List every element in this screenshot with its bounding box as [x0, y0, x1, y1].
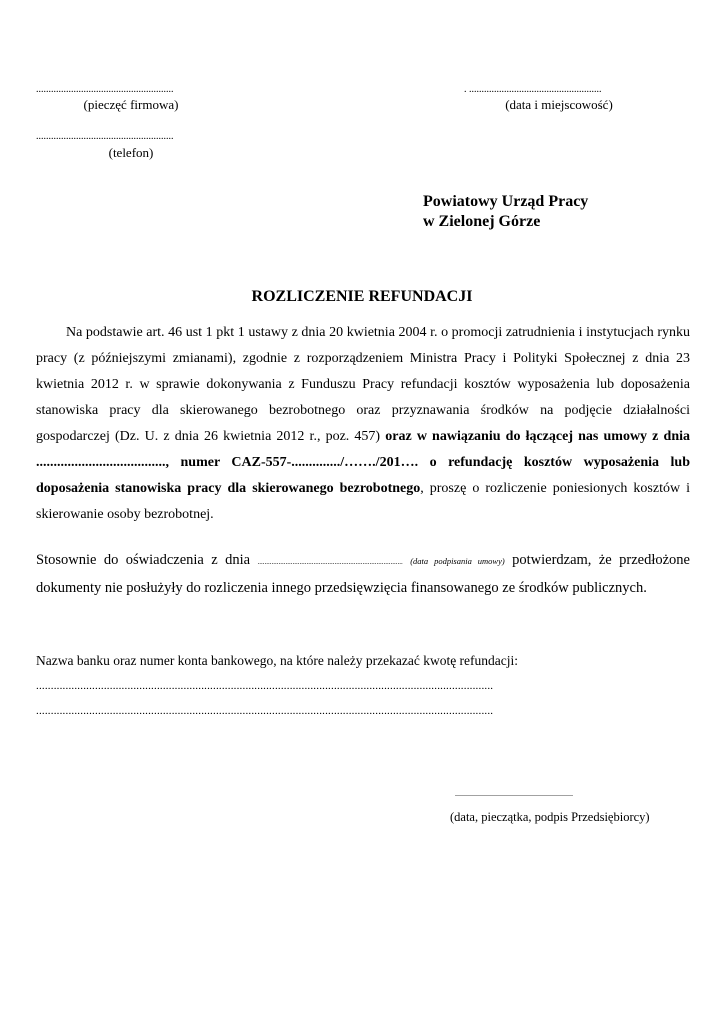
paragraph-legal-basis: Na podstawie art. 46 ust 1 pkt 1 ustawy z dnia 20 kwietnia 2004 r. o promocji zatrudnienia i instytucjach rynku pracy (z późniejszymi zmianami), zgodnie z rozporządzeniem Ministra Pracy i Polityki Społecznej z dnia 23 kwietnia 2012 r. w sprawie dokonywania z Funduszu Pracy refundacji kosztów wyposażenia lub doposażenia stanowiska pracy dla skierowanego bezrobotnego oraz przyznawania środków na podjęcie działalności gospodarczej (Dz. U. z dnia 26 kwietnia 2012 r., poz. 457): [36, 325, 690, 444]
recipient-line-2: w Zielonej Górze: [423, 213, 541, 230]
phone-label: (telefon): [108, 145, 154, 160]
document-title: ROZLICZENIE REFUNDACJI: [251, 288, 473, 305]
statement-paragraph: [36, 547, 690, 601]
statement-date-hint: (data podpisania umowy): [410, 556, 505, 566]
stamp-dots: .......................................................: [36, 84, 174, 95]
recipient-line-1: Powiatowy Urząd Pracy: [423, 193, 589, 210]
statement-start: Stosownie do oświadczenia z dnia: [36, 552, 251, 568]
signature-label: (data, pieczątka, podpis Przedsiębiorcy): [450, 810, 650, 824]
paragraph-request: , proszę o rozliczenie poniesionych kosztów i skierowanie osoby bezrobotnej.: [36, 481, 690, 522]
bank-line-1: ...........................................................................................................................................................: [36, 680, 494, 692]
statement-date-dots: ...................................................................................: [257, 558, 403, 566]
signature-dots: ...........................................................: [455, 789, 573, 798]
phone-dots: .......................................................: [36, 131, 174, 142]
date-place-label: (data i miejscowość): [505, 97, 613, 112]
date-place-dots: . .....................................................: [464, 84, 602, 95]
bank-label: Nazwa banku oraz numer konta bankowego, na które należy przekazać kwotę refundacji:: [36, 653, 519, 668]
stamp-label: (pieczęć firmowa): [83, 97, 179, 112]
recipient-block: [423, 192, 588, 232]
statement-end: potwierdzam, że przedłożone dokumenty nie posłużyły do rozliczenia innego przedsięwzięcia finansowanego ze środków publicznych.: [36, 552, 690, 596]
paragraph-agreement-reference: oraz w nawiązaniu do łączącej nas umowy z dnia ....................................., numer CAZ-557-............../……./201…. o refundację kosztów wyposażenia lub doposażenia stanowiska pracy dla skierowanego bezrobotnego: [36, 429, 690, 496]
bank-line-2: ...........................................................................................................................................................: [36, 705, 494, 717]
main-paragraph: [36, 320, 690, 528]
